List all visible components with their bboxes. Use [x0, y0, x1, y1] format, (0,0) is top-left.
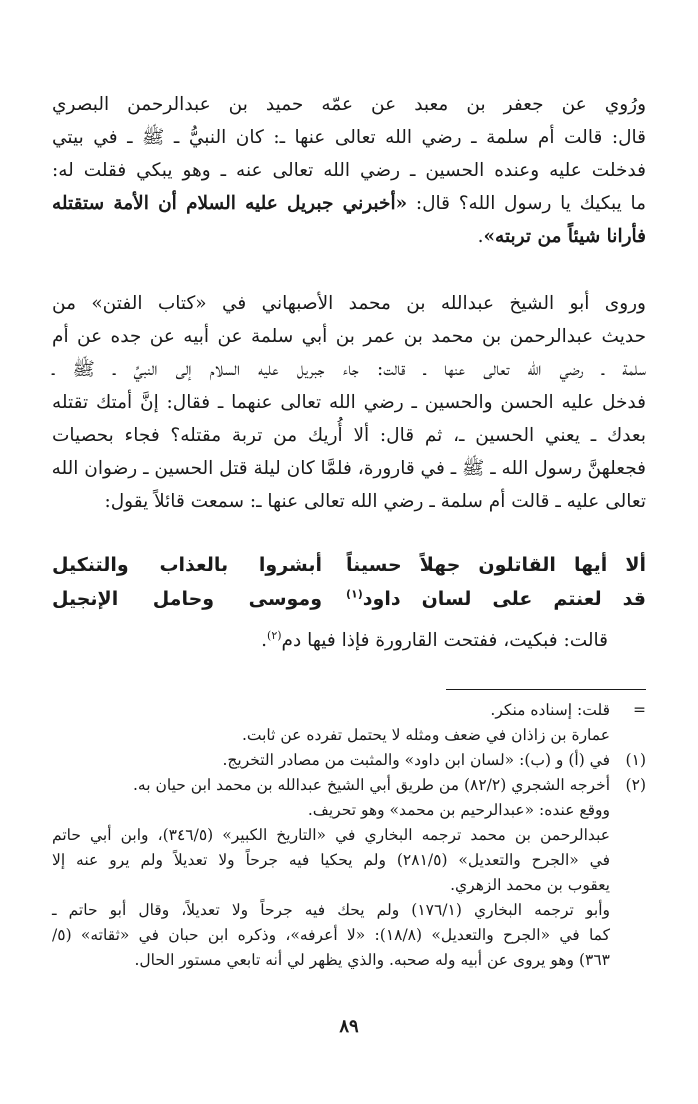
- text-fragment: ما يبكيك يا رسول الله؟ قال:: [415, 193, 646, 214]
- footnote-line: في (أ) و (ب): «لسان ابن داود» والمثبت من مصادر التخريج.: [222, 751, 610, 769]
- footnote-line: ٣٦٣) وهو يروى عن أبيه وله صحبه. والذي يظهر لي أنه تابعي مستور الحال.: [134, 951, 610, 969]
- text-line: حديث عبدالرحمن بن محمد بن عمر بن أبي سلمة عن أبيه عن جده عن أم: [52, 326, 646, 347]
- text-line: قال: قالت أم سلمة ـ رضي الله تعالى عنها ـ: كان النبيُّ ـ ﷺ ـ في بيتي: [52, 127, 646, 148]
- footnote-body: [52, 698, 610, 748]
- bold-quote: فأرانا شيئاً من تربته»: [483, 226, 646, 247]
- footnote-line: أخرجه الشجري (٨٢/٢) من طريق أبي الشيخ عبدالله بن محمد ابن حيان به.: [133, 776, 610, 794]
- footnote-2: [52, 773, 646, 973]
- footnote-line: وأبو ترجمه البخاري (١٧٦/١) ولم يحك فيه جرحاً ولا تعديلاً، وقال أبو حاتم ـ: [52, 901, 610, 919]
- footnote-separator: [446, 689, 646, 690]
- text-line: فجعلهنَّ رسول الله ـ ﷺ ـ في قارورة، فلمَّا كان ليلة قتل الحسين ـ رضوان الله: [51, 458, 646, 479]
- poem-second-hemistich: أبشروا بالعذاب والتنكيل: [52, 554, 322, 576]
- footnote-line: ووقع عنده: «عبدالرحيم بن محمد» وهو تحريف.: [307, 801, 610, 819]
- paragraph-abu-al-shaykh: [52, 287, 646, 518]
- footnote-line: في «الجرح والتعديل» (٢٨١/٥) ولم يحكيا فيه جرحاً ولا تعديلاً ولم يرو عنه إلا: [52, 851, 610, 869]
- footnote-line: كما في «الجرح والتعديل» (١٨/٨): «لا أعرفه»، وذكره ابن حبان في «ثقاته» (٥/: [52, 926, 611, 944]
- text-line: وروى أبو الشيخ عبدالله بن محمد الأصبهاني في «كتاب الفتن» من: [52, 293, 646, 314]
- footnote-body: [52, 773, 610, 973]
- text-fragment: قالت: فبكيت، ففتحت القارورة فإذا فيها دم: [281, 630, 608, 651]
- footnote-mark: (١): [625, 751, 646, 769]
- footnote-mark: =: [633, 701, 646, 719]
- footnote-ref: (٢): [267, 628, 282, 642]
- punctuation: .: [477, 226, 484, 247]
- paragraph-hadith-umm-salama: [52, 88, 646, 253]
- text-line: فدخلت عليه وعنده الحسين ـ رضي الله تعالى عنه ـ وهو يبكي فقلت له:: [52, 160, 646, 181]
- text-line: تعالى عليه ـ قالت أم سلمة ـ رضي الله تعالى عنها ـ: سمعت قائلاً يقول:: [104, 491, 646, 512]
- hemistich-text: قد لعنتم على لسان داود: [362, 588, 646, 610]
- footnotes: [52, 698, 646, 973]
- poem-verse: [52, 548, 646, 582]
- poem-first-hemistich: [346, 582, 646, 616]
- footnote-line: قلت: إسناده منكر.: [490, 701, 610, 719]
- paragraph-after-poem: [52, 626, 646, 656]
- poem: [52, 548, 646, 616]
- footnote-line: يعقوب بن محمد الزهري.: [450, 876, 610, 894]
- text-line: ورُوي عن جعفر بن معبد عن عمّه حميد بن عبدالرحمن البصري: [52, 94, 646, 115]
- footnote-ref: (١): [346, 587, 363, 601]
- text-line-with-quote: [52, 187, 646, 220]
- footnote-line: عمارة بن زاذان في ضعف ومثله لا يحتمل تفرده عن ثابت.: [241, 726, 610, 744]
- poem-verse: [52, 582, 646, 616]
- footnote-mark: (٢): [625, 776, 646, 794]
- punctuation: .: [261, 630, 268, 651]
- footnote-1: [52, 748, 646, 773]
- poem-first-hemistich: ألا أيها القاتلون جهلاً حسيناً: [346, 554, 646, 576]
- text-line: فدخل عليه الحسن والحسين ـ رضي الله تعالى عنهما ـ فقال: إنَّ أمتك تقتله: [52, 392, 646, 413]
- footnote-line: عبدالرحمن بن محمد ترجمه البخاري في «التاريخ الكبير» (٣٤٦/٥)، وابن أبي حاتم: [52, 826, 610, 844]
- text-line: سلمة ـ رضي الله تعالى عنها ـ قالت: جاء جبريل عليه السلام إلى النبيِّ ـ ﷺ ـ: [52, 359, 646, 380]
- page-number: ٨٩: [339, 1016, 359, 1037]
- text-line-quote-end: [52, 220, 646, 253]
- footnote-continuation: [52, 698, 646, 748]
- footnote-body: [52, 748, 610, 773]
- text-line: بعدك ـ يعني الحسين ـ، ثم قال: ألا أُريك من تربة مقتله؟ فجاء بحصيات: [52, 425, 646, 446]
- poem-second-hemistich: وموسى وحامل الإنجيل: [52, 588, 322, 610]
- bold-quote: «أخبرني جبريل عليه السلام أن الأمة ستقتله: [52, 193, 408, 214]
- page-body: [51, 88, 646, 969]
